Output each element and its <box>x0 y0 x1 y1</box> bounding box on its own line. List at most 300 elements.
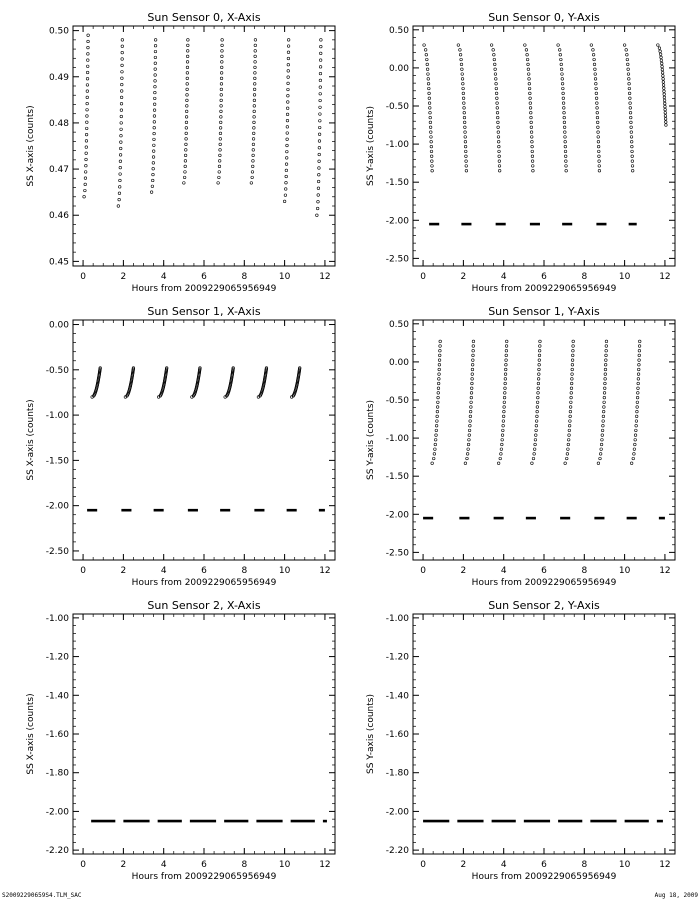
data-point <box>438 359 441 362</box>
data-point <box>472 354 475 357</box>
data-point <box>287 51 290 54</box>
data-point <box>437 392 440 395</box>
data-point <box>660 56 663 59</box>
data-point <box>628 78 631 81</box>
data-point <box>85 133 88 136</box>
data-point <box>430 155 433 158</box>
data-point <box>494 68 497 71</box>
data-point <box>218 171 221 174</box>
data-point <box>283 200 286 203</box>
data-point <box>318 140 321 143</box>
data-point <box>628 87 631 90</box>
data-point <box>562 92 565 95</box>
data-point <box>629 111 632 114</box>
data-point <box>501 434 504 437</box>
data-point <box>571 359 574 362</box>
data-point <box>605 349 608 352</box>
data-point <box>461 78 464 81</box>
data-point <box>661 68 664 71</box>
data-point <box>287 70 290 73</box>
y-axis-label: SS X-axis (counts) <box>26 693 36 775</box>
data-point <box>565 169 568 172</box>
x-tick-label: 8 <box>241 272 248 282</box>
data-point <box>319 99 322 102</box>
chart-title: Sun Sensor 0, Y-Axis <box>488 11 600 24</box>
data-point <box>439 340 442 343</box>
data-point <box>560 58 563 61</box>
data-point <box>534 443 537 446</box>
data-point <box>219 132 222 135</box>
data-point <box>466 457 469 460</box>
data-point <box>571 373 574 376</box>
data-point <box>637 373 640 376</box>
data-point <box>219 143 222 146</box>
data-point <box>120 134 123 137</box>
x-tick-label: 12 <box>659 566 671 576</box>
data-point <box>661 71 664 74</box>
data-point <box>429 116 432 119</box>
data-point <box>185 132 188 135</box>
data-point <box>287 88 290 91</box>
data-point <box>436 410 439 413</box>
data-point <box>121 39 124 42</box>
data-point <box>220 72 223 75</box>
data-point <box>635 415 638 418</box>
data-point <box>660 59 663 62</box>
data-point <box>597 145 600 148</box>
data-point <box>186 83 189 86</box>
data-point <box>629 97 632 100</box>
data-point <box>501 438 504 441</box>
data-point <box>183 176 186 179</box>
data-point <box>495 87 498 90</box>
x-tick-label: 4 <box>160 566 167 576</box>
data-point <box>152 167 155 170</box>
data-point <box>464 145 467 148</box>
data-point <box>186 61 189 64</box>
x-axis-label: Hours from 2009229065956949 <box>471 284 617 294</box>
data-point <box>496 102 499 105</box>
data-point <box>637 382 640 385</box>
x-tick-label: 4 <box>500 566 507 576</box>
data-point <box>571 354 574 357</box>
data-point <box>463 107 466 110</box>
data-point <box>565 457 568 460</box>
data-point <box>426 63 429 66</box>
data-point <box>527 73 530 76</box>
data-point <box>570 387 573 390</box>
data-point <box>603 387 606 390</box>
data-point <box>605 340 608 343</box>
x-tick-label: 0 <box>80 566 86 576</box>
data-point <box>564 131 567 134</box>
data-point <box>318 167 321 170</box>
data-point <box>664 115 667 118</box>
data-point <box>537 392 540 395</box>
data-point <box>528 87 531 90</box>
data-point <box>530 121 533 124</box>
x-tick-label: 2 <box>120 272 127 282</box>
data-point <box>633 448 636 451</box>
data-point <box>631 169 634 172</box>
plot-frame <box>73 320 335 560</box>
y-tick-label: -2.00 <box>45 501 69 512</box>
data-point <box>318 160 321 163</box>
data-point <box>436 420 439 423</box>
y-tick-label: -1.50 <box>385 178 409 189</box>
data-point <box>437 382 440 385</box>
data-point <box>662 87 665 90</box>
data-point <box>631 145 634 148</box>
x-tick-label: 10 <box>618 272 631 282</box>
data-point <box>434 443 437 446</box>
x-tick-label: 6 <box>201 272 207 282</box>
data-point <box>253 83 256 86</box>
data-point <box>635 424 638 427</box>
data-point <box>463 102 466 105</box>
x-tick-label: 2 <box>460 566 467 576</box>
data-point <box>494 78 497 81</box>
y-axis-label: SS Y-axis (counts) <box>366 400 376 480</box>
chart-title: Sun Sensor 1, X-Axis <box>147 305 261 318</box>
data-point <box>154 80 157 83</box>
data-point <box>154 91 157 94</box>
chart-title: Sun Sensor 2, Y-Axis <box>488 599 600 612</box>
data-point <box>601 434 604 437</box>
y-tick-label: 0.47 <box>48 165 69 176</box>
y-tick-label: -1.00 <box>385 140 409 151</box>
data-point <box>154 85 157 88</box>
data-point <box>121 58 124 61</box>
data-point <box>319 52 322 55</box>
data-point <box>528 82 531 85</box>
data-point <box>435 434 438 437</box>
data-point <box>505 359 508 362</box>
data-point <box>187 44 190 47</box>
data-point <box>424 49 427 52</box>
data-point <box>154 74 157 77</box>
data-point <box>626 58 629 61</box>
data-point <box>598 160 601 163</box>
data-point <box>319 66 322 69</box>
data-point <box>627 68 630 71</box>
data-point <box>630 136 633 139</box>
data-point <box>464 126 467 129</box>
y-tick-label: -1.80 <box>45 768 69 779</box>
data-point <box>504 368 507 371</box>
data-point <box>569 406 572 409</box>
data-point <box>153 126 156 129</box>
data-point <box>153 115 156 118</box>
data-point <box>530 126 533 129</box>
data-point <box>221 61 224 64</box>
data-point <box>428 92 431 95</box>
data-point <box>217 182 220 185</box>
data-point <box>119 173 122 176</box>
data-point <box>638 359 641 362</box>
data-point <box>220 66 223 69</box>
data-point <box>631 155 634 158</box>
data-point <box>184 154 187 157</box>
data-point <box>184 149 187 152</box>
data-point <box>184 160 187 163</box>
data-point <box>287 63 290 66</box>
data-point <box>590 44 593 47</box>
data-point <box>462 82 465 85</box>
data-point <box>184 165 187 168</box>
data-point <box>493 53 496 56</box>
data-point <box>186 50 189 53</box>
data-point <box>464 140 467 143</box>
x-tick-label: 10 <box>618 566 631 576</box>
data-point <box>571 378 574 381</box>
data-point <box>570 401 573 404</box>
data-point <box>568 434 571 437</box>
data-point <box>286 132 289 135</box>
data-point <box>317 180 320 183</box>
data-point <box>564 136 567 139</box>
data-point <box>595 82 598 85</box>
data-point <box>558 49 561 52</box>
data-point <box>285 157 288 160</box>
data-point <box>284 194 287 197</box>
data-point <box>536 406 539 409</box>
data-point <box>469 424 472 427</box>
data-point <box>431 169 434 172</box>
data-point <box>154 62 157 65</box>
data-point <box>602 410 605 413</box>
data-point <box>430 136 433 139</box>
data-point <box>664 121 667 124</box>
data-point <box>461 73 464 76</box>
y-tick-label: -2.20 <box>385 846 409 857</box>
data-point <box>252 160 255 163</box>
data-point <box>626 63 629 66</box>
data-point <box>632 457 635 460</box>
data-point <box>85 158 88 161</box>
data-point <box>600 448 603 451</box>
data-point <box>84 189 87 192</box>
data-point <box>503 401 506 404</box>
data-point <box>564 155 567 158</box>
data-point <box>316 214 319 217</box>
y-axis-label: SS Y-axis (counts) <box>366 106 376 186</box>
data-point <box>86 108 89 111</box>
data-point <box>153 144 156 147</box>
data-point <box>472 349 475 352</box>
data-point <box>498 150 501 153</box>
data-point <box>597 150 600 153</box>
data-point <box>285 163 288 166</box>
data-point <box>319 72 322 75</box>
data-point <box>430 150 433 153</box>
data-point <box>459 49 462 52</box>
data-point <box>151 185 154 188</box>
data-point <box>471 378 474 381</box>
y-tick-label: 0.00 <box>48 320 69 331</box>
data-point <box>252 149 255 152</box>
data-point <box>504 373 507 376</box>
data-point <box>530 131 533 134</box>
data-point <box>599 453 602 456</box>
data-point <box>220 105 223 108</box>
data-point <box>220 110 223 113</box>
data-point <box>319 93 322 96</box>
data-point <box>595 97 598 100</box>
data-point <box>183 182 186 185</box>
data-point <box>538 363 541 366</box>
data-point <box>86 90 89 93</box>
data-point <box>153 97 156 100</box>
data-point <box>563 107 566 110</box>
data-point <box>220 116 223 119</box>
data-point <box>539 345 542 348</box>
data-point <box>437 387 440 390</box>
data-point <box>631 165 634 168</box>
data-point <box>85 127 88 130</box>
data-point <box>532 169 535 172</box>
data-point <box>505 340 508 343</box>
data-point <box>153 121 156 124</box>
data-point <box>435 424 438 427</box>
data-point <box>595 92 598 95</box>
data-point <box>285 181 288 184</box>
x-axis-label: Hours from 2009229065956949 <box>471 578 617 588</box>
data-point <box>472 359 475 362</box>
data-point <box>493 63 496 66</box>
data-point <box>531 140 534 143</box>
data-point <box>464 136 467 139</box>
data-point <box>631 160 634 163</box>
data-point <box>664 111 667 114</box>
data-point <box>220 77 223 80</box>
data-point <box>86 84 89 87</box>
data-point <box>117 205 120 208</box>
data-point <box>490 44 493 47</box>
data-point <box>561 73 564 76</box>
data-point <box>657 44 660 47</box>
data-point <box>253 116 256 119</box>
data-point <box>637 368 640 371</box>
data-point <box>628 92 631 95</box>
data-point <box>86 71 89 74</box>
data-point <box>185 110 188 113</box>
x-axis-label: Hours from 2009229065956949 <box>131 578 277 588</box>
data-point <box>318 146 321 149</box>
y-tick-label: -1.50 <box>45 456 69 467</box>
x-tick-label: 12 <box>319 566 331 576</box>
data-point <box>570 382 573 385</box>
chart-panel-3 <box>366 305 675 588</box>
data-point <box>567 448 570 451</box>
x-tick-label: 12 <box>319 860 331 870</box>
data-point <box>572 349 575 352</box>
data-point <box>561 82 564 85</box>
data-point <box>492 49 495 52</box>
y-tick-label: -2.00 <box>385 807 409 818</box>
data-point <box>498 169 501 172</box>
data-point <box>504 382 507 385</box>
data-point <box>220 88 223 91</box>
data-point <box>468 429 471 432</box>
data-point <box>432 457 435 460</box>
data-point <box>662 78 665 81</box>
data-point <box>535 420 538 423</box>
data-point <box>120 109 123 112</box>
data-point <box>592 53 595 56</box>
data-point <box>470 406 473 409</box>
chart-title: Sun Sensor 2, X-Axis <box>147 599 261 612</box>
data-point <box>253 110 256 113</box>
data-point <box>251 171 254 174</box>
data-point <box>218 176 221 179</box>
data-point <box>285 169 288 172</box>
data-point <box>636 396 639 399</box>
data-point <box>427 82 430 85</box>
data-point <box>120 102 123 105</box>
data-point <box>254 72 257 75</box>
data-point <box>563 111 566 114</box>
data-point <box>596 107 599 110</box>
data-point <box>466 453 469 456</box>
data-point <box>563 116 566 119</box>
data-point <box>603 396 606 399</box>
data-point <box>459 53 462 56</box>
data-point <box>464 131 467 134</box>
chart-panel-4 <box>26 599 335 882</box>
data-point <box>463 111 466 114</box>
data-point <box>596 102 599 105</box>
data-point <box>469 410 472 413</box>
data-point <box>529 92 532 95</box>
data-point <box>597 126 600 129</box>
footer-date: Aug 18, 2009 <box>654 892 698 899</box>
data-point <box>430 140 433 143</box>
data-point <box>185 121 188 124</box>
data-point <box>594 73 597 76</box>
data-point <box>457 44 460 47</box>
data-point <box>559 53 562 56</box>
data-point <box>661 65 664 68</box>
data-point <box>623 44 626 47</box>
data-point <box>502 420 505 423</box>
data-point <box>119 154 122 157</box>
data-point <box>287 45 290 48</box>
data-point <box>527 68 530 71</box>
data-point <box>86 96 89 99</box>
y-axis-label: SS Y-axis (counts) <box>366 694 376 774</box>
data-point <box>497 136 500 139</box>
data-point <box>287 82 290 85</box>
data-point <box>664 118 667 121</box>
x-tick-label: 8 <box>241 860 248 870</box>
x-tick-label: 12 <box>319 272 331 282</box>
data-point <box>472 345 475 348</box>
data-point <box>598 165 601 168</box>
y-axis-label: SS X-axis (counts) <box>26 105 36 187</box>
data-point <box>538 373 541 376</box>
data-point <box>253 88 256 91</box>
footer-filename: S20092290659S4.TLM_SAC <box>2 892 82 899</box>
data-point <box>253 121 256 124</box>
x-tick-label: 0 <box>80 272 86 282</box>
data-point <box>636 406 639 409</box>
data-point <box>84 177 87 180</box>
y-tick-label: -2.00 <box>45 807 69 818</box>
data-point <box>220 94 223 97</box>
data-point <box>605 359 608 362</box>
data-point <box>663 99 666 102</box>
